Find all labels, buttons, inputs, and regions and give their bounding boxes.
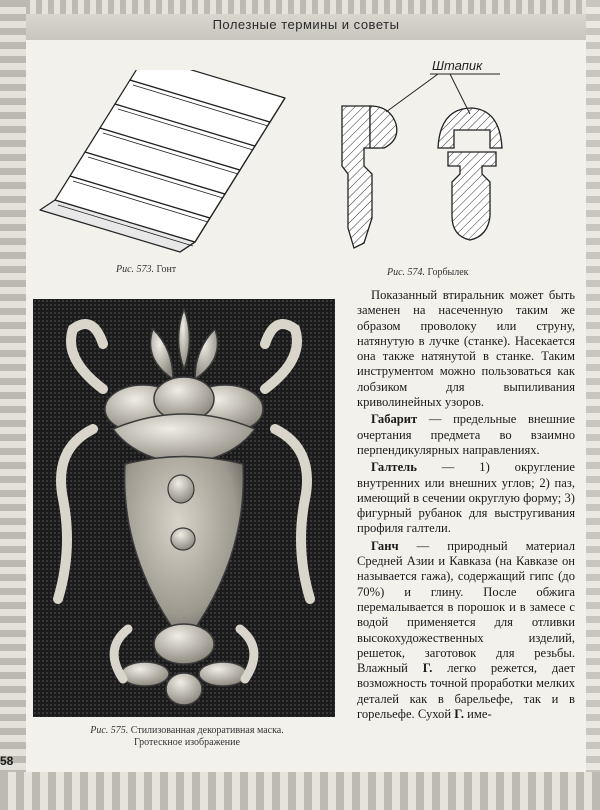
figure-574-title: Горбылек (427, 267, 469, 278)
ornamental-border-bottom (0, 772, 600, 810)
abbr-ganch-2: Г. (454, 707, 464, 722)
paragraph-ganch (357, 539, 575, 723)
figure-573-title: Гонт (156, 264, 177, 275)
figure-575-subtitle: Гротескное изображение (134, 737, 240, 748)
figure-574-profile-drawing (320, 48, 520, 263)
figure-575-title: Стилизованная декоративная маска. (130, 725, 284, 736)
figure-574-label: Штапик (432, 58, 483, 73)
carved-mask-illustration (33, 299, 335, 717)
definition-galtel: — 1) округление внутренних или внешних углов; 2) паз, имеющий в сечении округлую форму; 3) фигурный рубанок для выстругивания профиля галтели. (357, 460, 575, 536)
figure-575-number: Рис. 575. (90, 725, 129, 736)
abbr-ganch-1: Г. (422, 661, 433, 676)
page-number: 58 (0, 754, 14, 768)
figure-575-carved-mask-photo (33, 299, 335, 717)
paragraph-intro: Показанный втиральник может быть заменен на насеченную таким же образом проволоку или струну, натянутую в лучке (станке). Насекается она также натянутой в станке. Таким инструментом можно пользоваться как лобзиком для выпиливания криволинейных узоров. (357, 288, 575, 410)
term-gabarit: Габарит (371, 412, 418, 427)
definition-ganch-part2: легко режется, дает возможность точной проработки мелких деталей как в барельефе, так и в горельефе. Сухой (357, 661, 575, 722)
term-galtel: Галтель (371, 460, 417, 475)
paragraph-gabarit (357, 412, 575, 458)
term-ganch: Ганч (371, 538, 399, 553)
figure-573-shingle-drawing (30, 70, 310, 260)
figure-573-number: Рис. 573. (116, 264, 155, 275)
body-text-column (357, 288, 575, 724)
figure-574-number: Рис. 574. (387, 267, 426, 278)
running-title: Полезные термины и советы (212, 17, 400, 32)
definition-ganch-part3: име- (464, 707, 492, 722)
figure-575-caption (62, 725, 312, 749)
figure-573-caption (116, 264, 176, 275)
definition-gabarit: — предельные внешние очертания предмета во взаимно перпендикулярных направлениях. (357, 412, 575, 457)
ornamental-border-left (0, 0, 26, 810)
figure-574-caption (387, 267, 469, 278)
ornamental-border-top (0, 0, 600, 14)
paragraph-galtel (357, 460, 575, 536)
definition-ganch-part1: — природный материал Средней Азии и Кавказа (на Кавказе он называется гажа), содержащий гипс (до 70%) и глину. После обжига перемалывается в порошок и в замесе с водой применяется для отливки высокохудожественных изделий, решеток, заготовок для резьбы. Влажный (357, 538, 575, 676)
ornamental-border-right (586, 0, 600, 810)
